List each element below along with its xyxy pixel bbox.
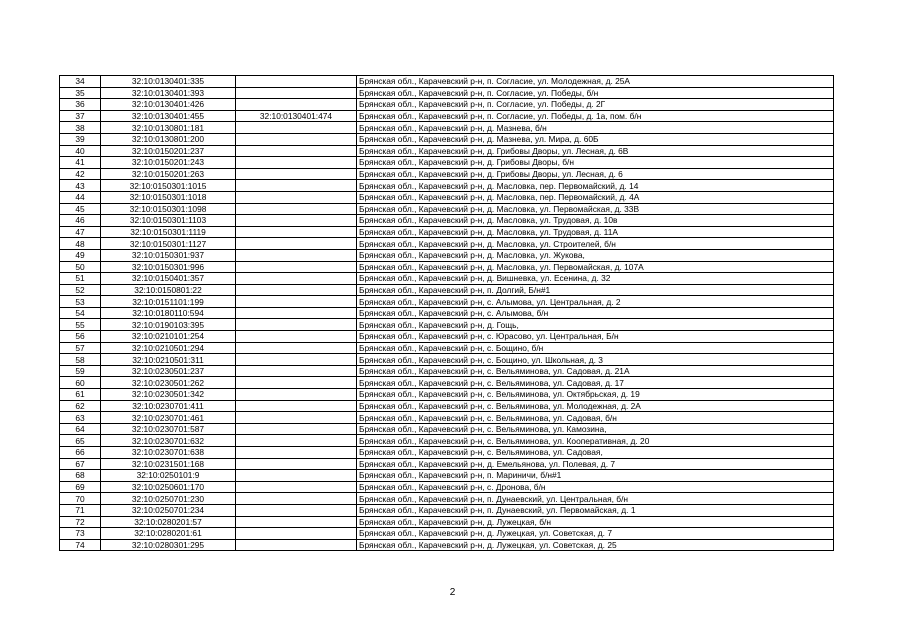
- table-row: [60, 157, 834, 169]
- row-number-cell: 60: [60, 377, 101, 389]
- related-cadastral-number-cell: [236, 261, 357, 273]
- cadastral-number-cell: 32:10:0250701:230: [101, 493, 236, 505]
- address-cell: Брянская обл., Карачевский р-н, с. Вельяминова, ул. Садовая,: [357, 447, 834, 459]
- related-cadastral-number-cell: [236, 157, 357, 169]
- address-cell: Брянская обл., Карачевский р-н, д. Масловка, пер. Первомайский, д. 4А: [357, 191, 834, 203]
- cadastral-number-cell: 32:10:0130801:200: [101, 133, 236, 145]
- table-row: [60, 191, 834, 203]
- cadastral-number-cell: 32:10:0280301:295: [101, 539, 236, 551]
- property-table-body: [60, 76, 834, 551]
- address-cell: Брянская обл., Карачевский р-н, с. Дронова, б/н: [357, 481, 834, 493]
- related-cadastral-number-cell: [236, 389, 357, 401]
- row-number-cell: 62: [60, 400, 101, 412]
- row-number-cell: 61: [60, 389, 101, 401]
- related-cadastral-number-cell: [236, 133, 357, 145]
- address-cell: Брянская обл., Карачевский р-н, д. Масловка, ул. Строителей, б/н: [357, 238, 834, 250]
- related-cadastral-number-cell: [236, 191, 357, 203]
- address-cell: Брянская обл., Карачевский р-н, д. Лужецкая, ул. Советская, д. 25: [357, 539, 834, 551]
- related-cadastral-number-cell: [236, 481, 357, 493]
- table-row: [60, 99, 834, 111]
- address-cell: Брянская обл., Карачевский р-н, д. Гощь,: [357, 319, 834, 331]
- related-cadastral-number-cell: [236, 447, 357, 459]
- table-row: [60, 87, 834, 99]
- cadastral-number-cell: 32:10:0250601:170: [101, 481, 236, 493]
- row-number-cell: 69: [60, 481, 101, 493]
- related-cadastral-number-cell: [236, 516, 357, 528]
- table-row: [60, 342, 834, 354]
- table-row: [60, 447, 834, 459]
- row-number-cell: 41: [60, 157, 101, 169]
- related-cadastral-number-cell: [236, 377, 357, 389]
- cadastral-number-cell: 32:10:0150201:263: [101, 168, 236, 180]
- related-cadastral-number-cell: 32:10:0130401:474: [236, 110, 357, 122]
- address-cell: Брянская обл., Карачевский р-н, д. Лужецкая, б/н: [357, 516, 834, 528]
- related-cadastral-number-cell: [236, 423, 357, 435]
- related-cadastral-number-cell: [236, 87, 357, 99]
- related-cadastral-number-cell: [236, 168, 357, 180]
- address-cell: Брянская обл., Карачевский р-н, с. Алымова, ул. Центральная, д. 2: [357, 296, 834, 308]
- table-row: [60, 145, 834, 157]
- related-cadastral-number-cell: [236, 319, 357, 331]
- cadastral-number-cell: 32:10:0230701:587: [101, 423, 236, 435]
- table-row: [60, 273, 834, 285]
- row-number-cell: 37: [60, 110, 101, 122]
- row-number-cell: 65: [60, 435, 101, 447]
- cadastral-number-cell: 32:10:0280201:61: [101, 528, 236, 540]
- address-cell: Брянская обл., Карачевский р-н, с. Вельяминова, ул. Садовая, д. 21А: [357, 365, 834, 377]
- cadastral-number-cell: 32:10:0230701:638: [101, 447, 236, 459]
- row-number-cell: 57: [60, 342, 101, 354]
- row-number-cell: 64: [60, 423, 101, 435]
- cadastral-number-cell: 32:10:0230701:411: [101, 400, 236, 412]
- table-row: [60, 331, 834, 343]
- row-number-cell: 59: [60, 365, 101, 377]
- address-cell: Брянская обл., Карачевский р-н, д. Масловка, ул. Трудовая, д. 11А: [357, 226, 834, 238]
- table-row: [60, 168, 834, 180]
- table-row: [60, 470, 834, 482]
- property-table: [59, 75, 834, 551]
- table-row: [60, 354, 834, 366]
- table-row: [60, 493, 834, 505]
- cadastral-number-cell: 32:10:0150201:237: [101, 145, 236, 157]
- related-cadastral-number-cell: [236, 504, 357, 516]
- address-cell: Брянская обл., Карачевский р-н, п. Дунаевский, ул. Первомайская, д. 1: [357, 504, 834, 516]
- address-cell: Брянская обл., Карачевский р-н, д. Масловка, ул. Трудовая, д. 10в: [357, 215, 834, 227]
- address-cell: Брянская обл., Карачевский р-н, с. Вельяминова, ул. Садовая, б/н: [357, 412, 834, 424]
- related-cadastral-number-cell: [236, 435, 357, 447]
- row-number-cell: 38: [60, 122, 101, 134]
- address-cell: Брянская обл., Карачевский р-н, с. Вельяминова, ул. Садовая, д. 17: [357, 377, 834, 389]
- row-number-cell: 71: [60, 504, 101, 516]
- table-row: [60, 528, 834, 540]
- table-row: [60, 458, 834, 470]
- related-cadastral-number-cell: [236, 354, 357, 366]
- row-number-cell: 47: [60, 226, 101, 238]
- related-cadastral-number-cell: [236, 458, 357, 470]
- table-row: [60, 400, 834, 412]
- address-cell: Брянская обл., Карачевский р-н, п. Мариничи, б/н#1: [357, 470, 834, 482]
- row-number-cell: 44: [60, 191, 101, 203]
- row-number-cell: 40: [60, 145, 101, 157]
- address-cell: Брянская обл., Карачевский р-н, д. Мазнева, б/н: [357, 122, 834, 134]
- address-cell: Брянская обл., Карачевский р-н, п. Дунаевский, ул. Центральная, б/н: [357, 493, 834, 505]
- address-cell: Брянская обл., Карачевский р-н, с. Бощино, ул. Школьная, д. 3: [357, 354, 834, 366]
- related-cadastral-number-cell: [236, 296, 357, 308]
- cadastral-number-cell: 32:10:0230701:461: [101, 412, 236, 424]
- row-number-cell: 39: [60, 133, 101, 145]
- related-cadastral-number-cell: [236, 226, 357, 238]
- cadastral-number-cell: 32:10:0230701:632: [101, 435, 236, 447]
- address-cell: Брянская обл., Карачевский р-н, с. Вельяминова, ул. Октябрьская, д. 19: [357, 389, 834, 401]
- row-number-cell: 70: [60, 493, 101, 505]
- related-cadastral-number-cell: [236, 215, 357, 227]
- related-cadastral-number-cell: [236, 342, 357, 354]
- table-row: [60, 261, 834, 273]
- table-row: [60, 215, 834, 227]
- cadastral-number-cell: 32:10:0150301:1015: [101, 180, 236, 192]
- table-row: [60, 296, 834, 308]
- address-cell: Брянская обл., Карачевский р-н, д. Масловка, ул. Жукова,: [357, 249, 834, 261]
- table-row: [60, 365, 834, 377]
- address-cell: Брянская обл., Карачевский р-н, с. Бощино, б/н: [357, 342, 834, 354]
- row-number-cell: 36: [60, 99, 101, 111]
- address-cell: Брянская обл., Карачевский р-н, д. Вишневка, ул. Есенина, д. 32: [357, 273, 834, 285]
- cadastral-number-cell: 32:10:0210501:294: [101, 342, 236, 354]
- cadastral-number-cell: 32:10:0150301:1127: [101, 238, 236, 250]
- cadastral-number-cell: 32:10:0210501:311: [101, 354, 236, 366]
- related-cadastral-number-cell: [236, 76, 357, 88]
- address-cell: Брянская обл., Карачевский р-н, д. Масловка, пер. Первомайский, д. 14: [357, 180, 834, 192]
- cadastral-number-cell: 32:10:0130801:181: [101, 122, 236, 134]
- related-cadastral-number-cell: [236, 122, 357, 134]
- row-number-cell: 68: [60, 470, 101, 482]
- row-number-cell: 51: [60, 273, 101, 285]
- table-row: [60, 122, 834, 134]
- row-number-cell: 35: [60, 87, 101, 99]
- address-cell: Брянская обл., Карачевский р-н, д. Грибовы Дворы, ул. Лесная, д. 6: [357, 168, 834, 180]
- address-cell: Брянская обл., Карачевский р-н, п. Долгий, Б/н#1: [357, 284, 834, 296]
- table-row: [60, 180, 834, 192]
- cadastral-number-cell: 32:10:0130401:393: [101, 87, 236, 99]
- row-number-cell: 46: [60, 215, 101, 227]
- related-cadastral-number-cell: [236, 284, 357, 296]
- row-number-cell: 74: [60, 539, 101, 551]
- table-row: [60, 516, 834, 528]
- cadastral-number-cell: 32:10:0250701:234: [101, 504, 236, 516]
- address-cell: Брянская обл., Карачевский р-н, с. Юрасово, ул. Центральная, Б/н: [357, 331, 834, 343]
- related-cadastral-number-cell: [236, 331, 357, 343]
- row-number-cell: 48: [60, 238, 101, 250]
- cadastral-number-cell: 32:10:0130401:455: [101, 110, 236, 122]
- address-cell: Брянская обл., Карачевский р-н, п. Согласие, ул. Победы, д. 2Г: [357, 99, 834, 111]
- cadastral-number-cell: 32:10:0130401:426: [101, 99, 236, 111]
- table-row: [60, 76, 834, 88]
- related-cadastral-number-cell: [236, 493, 357, 505]
- related-cadastral-number-cell: [236, 238, 357, 250]
- related-cadastral-number-cell: [236, 99, 357, 111]
- cadastral-number-cell: 32:10:0150301:1103: [101, 215, 236, 227]
- related-cadastral-number-cell: [236, 203, 357, 215]
- row-number-cell: 73: [60, 528, 101, 540]
- row-number-cell: 50: [60, 261, 101, 273]
- cadastral-number-cell: 32:10:0150301:1119: [101, 226, 236, 238]
- cadastral-number-cell: 32:10:0151101:199: [101, 296, 236, 308]
- cadastral-number-cell: 32:10:0230501:237: [101, 365, 236, 377]
- cadastral-number-cell: 32:10:0280201:57: [101, 516, 236, 528]
- address-cell: Брянская обл., Карачевский р-н, п. Согласие, ул. Победы, д. 1а, пом. б/н: [357, 110, 834, 122]
- address-cell: Брянская обл., Карачевский р-н, п. Согласие, ул. Молодежная, д. 25А: [357, 76, 834, 88]
- cadastral-number-cell: 32:10:0150301:937: [101, 249, 236, 261]
- cadastral-number-cell: 32:10:0150201:243: [101, 157, 236, 169]
- address-cell: Брянская обл., Карачевский р-н, с. Алымова, б/н: [357, 307, 834, 319]
- row-number-cell: 55: [60, 319, 101, 331]
- table-row: [60, 133, 834, 145]
- table-row: [60, 435, 834, 447]
- related-cadastral-number-cell: [236, 249, 357, 261]
- row-number-cell: 52: [60, 284, 101, 296]
- address-cell: Брянская обл., Карачевский р-н, д. Грибовы Дворы, ул. Лесная, д. 6В: [357, 145, 834, 157]
- address-cell: Брянская обл., Карачевский р-н, д. Масловка, ул. Первомайская, д. 33В: [357, 203, 834, 215]
- cadastral-number-cell: 32:10:0231501:168: [101, 458, 236, 470]
- row-number-cell: 58: [60, 354, 101, 366]
- row-number-cell: 43: [60, 180, 101, 192]
- page-number: 2: [449, 587, 456, 598]
- cadastral-number-cell: 32:10:0150801:22: [101, 284, 236, 296]
- table-row: [60, 249, 834, 261]
- related-cadastral-number-cell: [236, 365, 357, 377]
- address-cell: Брянская обл., Карачевский р-н, д. Лужецкая, ул. Советская, д. 7: [357, 528, 834, 540]
- cadastral-number-cell: 32:10:0250101:9: [101, 470, 236, 482]
- address-cell: Брянская обл., Карачевский р-н, с. Вельяминова, ул. Камозина,: [357, 423, 834, 435]
- cadastral-number-cell: 32:10:0230501:262: [101, 377, 236, 389]
- cadastral-number-cell: 32:10:0180110:594: [101, 307, 236, 319]
- cadastral-number-cell: 32:10:0190103:395: [101, 319, 236, 331]
- table-row: [60, 504, 834, 516]
- table-row: [60, 539, 834, 551]
- address-cell: Брянская обл., Карачевский р-н, д. Емельянова, ул. Полевая, д. 7: [357, 458, 834, 470]
- related-cadastral-number-cell: [236, 528, 357, 540]
- cadastral-number-cell: 32:10:0150301:996: [101, 261, 236, 273]
- table-row: [60, 481, 834, 493]
- table-row: [60, 423, 834, 435]
- row-number-cell: 72: [60, 516, 101, 528]
- row-number-cell: 63: [60, 412, 101, 424]
- address-cell: Брянская обл., Карачевский р-н, п. Согласие, ул. Победы, б/н: [357, 87, 834, 99]
- cadastral-number-cell: 32:10:0150301:1098: [101, 203, 236, 215]
- related-cadastral-number-cell: [236, 145, 357, 157]
- row-number-cell: 56: [60, 331, 101, 343]
- table-row: [60, 226, 834, 238]
- row-number-cell: 49: [60, 249, 101, 261]
- related-cadastral-number-cell: [236, 470, 357, 482]
- cadastral-number-cell: 32:10:0130401:335: [101, 76, 236, 88]
- table-row: [60, 110, 834, 122]
- table-row: [60, 412, 834, 424]
- row-number-cell: 53: [60, 296, 101, 308]
- table-row: [60, 377, 834, 389]
- cadastral-number-cell: 32:10:0230501:342: [101, 389, 236, 401]
- row-number-cell: 54: [60, 307, 101, 319]
- address-cell: Брянская обл., Карачевский р-н, д. Грибовы Дворы, б/н: [357, 157, 834, 169]
- cadastral-number-cell: 32:10:0210101:254: [101, 331, 236, 343]
- row-number-cell: 45: [60, 203, 101, 215]
- table-row: [60, 389, 834, 401]
- table-row: [60, 284, 834, 296]
- table-row: [60, 307, 834, 319]
- table-row: [60, 203, 834, 215]
- table-row: [60, 238, 834, 250]
- address-cell: Брянская обл., Карачевский р-н, с. Вельяминова, ул. Молодежная, д. 2А: [357, 400, 834, 412]
- address-cell: Брянская обл., Карачевский р-н, с. Вельяминова, ул. Кооперативная, д. 20: [357, 435, 834, 447]
- table-row: [60, 319, 834, 331]
- related-cadastral-number-cell: [236, 412, 357, 424]
- row-number-cell: 34: [60, 76, 101, 88]
- address-cell: Брянская обл., Карачевский р-н, д. Мазнева, ул. Мира, д. 60Б: [357, 133, 834, 145]
- row-number-cell: 66: [60, 447, 101, 459]
- cadastral-number-cell: 32:10:0150401:357: [101, 273, 236, 285]
- related-cadastral-number-cell: [236, 307, 357, 319]
- related-cadastral-number-cell: [236, 273, 357, 285]
- address-cell: Брянская обл., Карачевский р-н, д. Масловка, ул. Первомайская, д. 107А: [357, 261, 834, 273]
- row-number-cell: 42: [60, 168, 101, 180]
- related-cadastral-number-cell: [236, 180, 357, 192]
- cadastral-number-cell: 32:10:0150301:1018: [101, 191, 236, 203]
- related-cadastral-number-cell: [236, 400, 357, 412]
- related-cadastral-number-cell: [236, 539, 357, 551]
- row-number-cell: 67: [60, 458, 101, 470]
